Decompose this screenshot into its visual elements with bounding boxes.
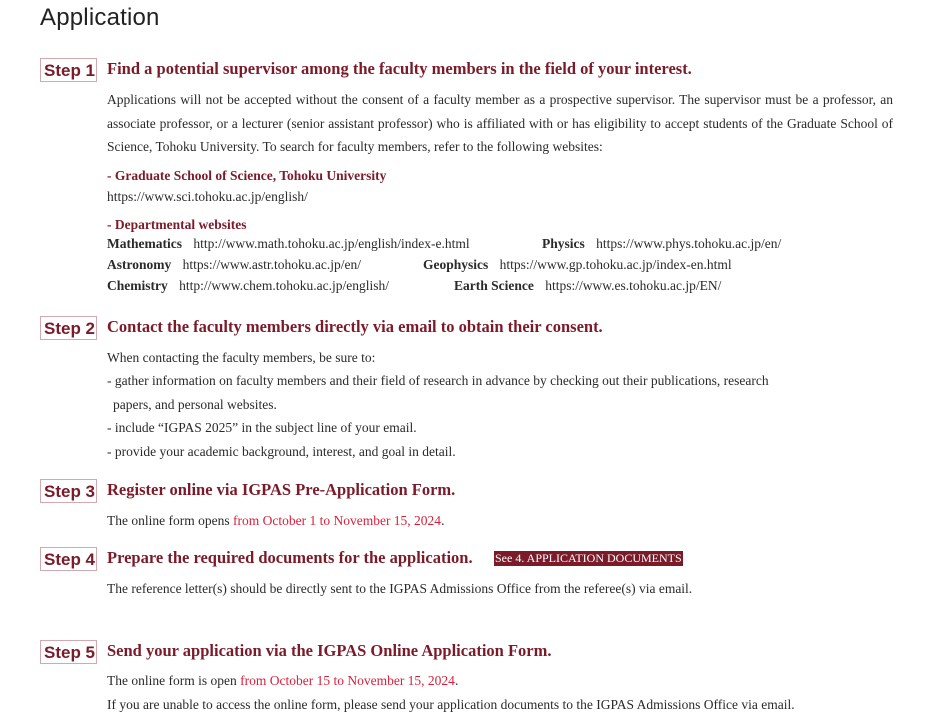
department-item <box>454 278 721 294</box>
department-name: Physics <box>542 236 585 251</box>
department-item <box>423 257 732 273</box>
department-link[interactable]: https://www.astr.tohoku.ac.jp/en/ <box>182 257 361 272</box>
department-item <box>107 278 389 294</box>
step-heading: Send your application via the IGPAS Online Application Form. <box>107 641 552 660</box>
text-before: The online form is open <box>107 673 241 688</box>
department-item <box>107 236 470 252</box>
step-heading: Prepare the required documents for the application. <box>107 548 473 567</box>
department-name: Geophysics <box>423 257 489 272</box>
step-heading: Register online via IGPAS Pre-Application Form. <box>107 480 456 499</box>
department-name: Astronomy <box>107 257 172 272</box>
graduate-school-label: - Graduate School of Science, Tohoku University <box>107 168 387 183</box>
step-intro: When contacting the faculty members, be sure to: <box>107 350 376 365</box>
text-after: . <box>454 673 459 688</box>
step-heading: Contact the faculty members directly via email to obtain their consent. <box>107 317 603 336</box>
step-text <box>107 669 458 693</box>
department-name: Mathematics <box>107 236 182 251</box>
step-text: The reference letter(s) should be directly sent to the IGPAS Admissions Office from the referee(s) via email. <box>107 581 693 596</box>
department-name: Chemistry <box>107 278 168 293</box>
step-badge: Step 1 <box>40 58 97 82</box>
step-badge: Step 4 <box>40 547 97 571</box>
step-note: If you are unable to access the online form, please send your application documents to the IGPAS Admissions Office via email. <box>107 697 795 712</box>
step-badge: Step 3 <box>40 479 97 503</box>
date-range: from October 15 to November 15, 2024 <box>240 673 455 688</box>
step-heading: Find a potential supervisor among the faculty members in the field of your interest. <box>107 59 692 78</box>
bullet-item-continuation: papers, and personal websites. <box>113 397 277 412</box>
date-range: from October 1 to November 15, 2024 <box>232 513 442 528</box>
department-name: Earth Science <box>454 278 534 293</box>
bullet-item: - include “IGPAS 2025” in the subject line of your email. <box>107 420 417 435</box>
department-link[interactable]: https://www.phys.tohoku.ac.jp/en/ <box>596 236 782 251</box>
department-item <box>107 257 361 273</box>
see-application-documents-link[interactable]: See 4. APPLICATION DOCUMENTS <box>495 551 682 565</box>
department-link[interactable]: https://www.gp.tohoku.ac.jp/index-en.html <box>499 257 732 272</box>
step-description: Applications will not be accepted without the consent of a faculty member as a prospective supervisor. The supervisor must be a professor, an associate professor, or a lecturer (senior assistant professor) who is affiliated with or has eligibility to accept students of the Graduate School of Science, Tohoku University. To search for faculty members, refer to the following websites: <box>107 92 893 154</box>
bullet-item: - provide your academic background, interest, and goal in detail. <box>107 444 456 459</box>
step-badge: Step 5 <box>40 640 97 664</box>
department-link[interactable]: http://www.math.tohoku.ac.jp/english/index-e.html <box>193 236 470 251</box>
graduate-school-link[interactable]: https://www.sci.tohoku.ac.jp/english/ <box>107 189 308 204</box>
text-before: The online form opens <box>107 513 233 528</box>
text-after: . <box>441 513 445 528</box>
department-link[interactable]: https://www.es.tohoku.ac.jp/EN/ <box>545 278 722 293</box>
step-badge: Step 2 <box>40 316 97 340</box>
bullet-item: - gather information on faculty members and their field of research in advance by checking out their publications, research <box>107 373 769 388</box>
departments-label: - Departmental websites <box>107 217 247 232</box>
department-item <box>542 236 781 252</box>
department-link[interactable]: http://www.chem.tohoku.ac.jp/english/ <box>179 278 389 293</box>
page-title: Application <box>40 4 160 31</box>
step-text <box>107 509 444 533</box>
